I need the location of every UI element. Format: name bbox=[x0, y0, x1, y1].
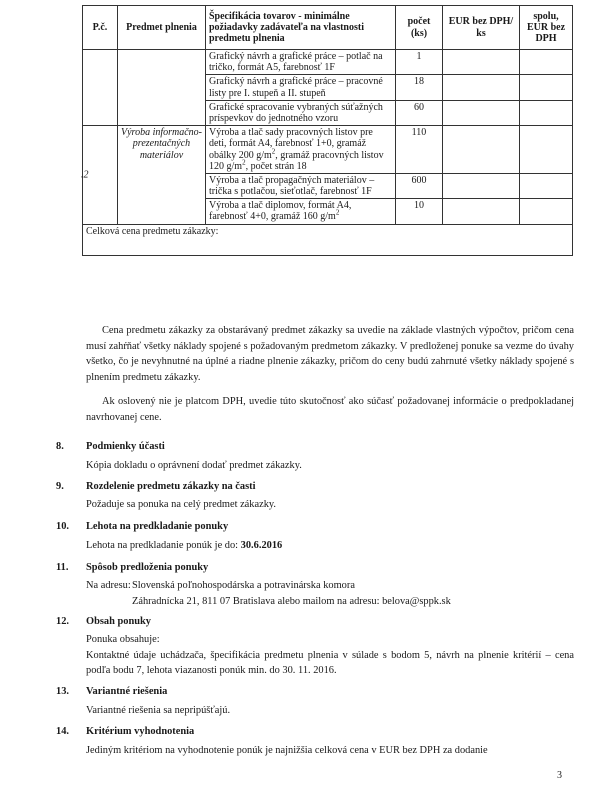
section-13-number: 13. bbox=[56, 686, 69, 697]
empty-cell bbox=[520, 50, 573, 75]
address-line-1: Slovenská poľnohospodárska a potravinárska komora bbox=[132, 580, 355, 591]
section-9-body: Požaduje sa ponuka na celý predmet zákazky. bbox=[86, 499, 277, 510]
header-count: počet (ks) bbox=[396, 6, 443, 50]
section-12-title: Obsah ponuky bbox=[86, 616, 151, 627]
section-13-title: Variantné riešenia bbox=[86, 686, 168, 697]
header-spec: Špecifikácia tovarov - minimálne požiadavky zadávateľa na vlastnosti predmetu plnenia bbox=[206, 6, 396, 50]
specification-table bbox=[82, 5, 573, 256]
empty-cell bbox=[443, 173, 520, 198]
address-line-2: Záhradnícka 21, 811 07 Bratislava alebo mailom na adresu: belova@sppk.sk bbox=[132, 595, 451, 607]
row-spec: Výroba a tlač diplomov, formát A4, farebnosť 4+0, gramáž 160 $g/m^2$ bbox=[206, 199, 396, 224]
empty-cell bbox=[520, 75, 573, 100]
header-pc: P.č. bbox=[83, 6, 118, 50]
vat-paragraph: Ak oslovený nie je platcom DPH, uvedie túto skutočnosť ako súčasť požadovanej informácie o predpokladanej navrhovanej cene. bbox=[86, 396, 574, 423]
section-11-title: Spôsob predloženia ponuky bbox=[86, 562, 209, 573]
section-14-body: Jediným kritériom na vyhodnotenie ponúk je najnižšia celková cena v EUR bez DPH za dodanie bbox=[86, 745, 488, 756]
price-paragraph: Cena predmetu zákazky za obstarávaný predmet zákazky sa uvedie na základe vlastných výpočtov, pričom cena musí zahŕňať všetky náklady spojené s požadovaným predmetom zákazky. V predloženej ponuke sa vezme do úvahy všetko, čo je nevyhnutné na úplné a riadne plnenie zákazky, pričom do ceny budú zahrnuté všetky náklady spojené s plnením predmetu zákazky. bbox=[86, 325, 574, 383]
section-8-body: Kópia dokladu o oprávnení dodať predmet zákazky. bbox=[86, 460, 302, 471]
row-spec: Výroba a tlač propagačných materiálov – trička s potlačou, sieťotlač, farebnosť 1F bbox=[206, 173, 396, 198]
offer-contents-label: Ponuka obsahuje: bbox=[86, 634, 160, 645]
table-row bbox=[83, 126, 573, 174]
header-eur-total: spolu, EUR bez DPH bbox=[520, 6, 573, 50]
section-8-number: 8. bbox=[56, 441, 64, 452]
empty-cell bbox=[520, 100, 573, 125]
empty-cell bbox=[443, 50, 520, 75]
address-label: Na adresu: bbox=[86, 580, 131, 591]
section-11-number: 11. bbox=[56, 562, 69, 573]
row-count: 1 bbox=[396, 50, 443, 75]
group-pc: .2 bbox=[81, 169, 89, 181]
row-count: 10 bbox=[396, 199, 443, 224]
empty-cell bbox=[118, 50, 206, 126]
empty-cell bbox=[520, 126, 573, 174]
empty-cell bbox=[443, 199, 520, 224]
group-subject: Výroba informačno-prezentačných materiálov bbox=[118, 126, 206, 225]
section-14-number: 14. bbox=[56, 726, 69, 737]
row-count: 600 bbox=[396, 173, 443, 198]
section-12-body bbox=[86, 632, 574, 679]
section-9-title: Rozdelenie predmetu zákazky na časti bbox=[86, 481, 256, 492]
table-total-row bbox=[83, 224, 573, 255]
header-eur-unit: EUR bez DPH/ ks bbox=[443, 6, 520, 50]
section-10-body: Lehota na predkladanie ponúk je do: 30.6.2016 bbox=[86, 540, 283, 551]
section-10-number: 10. bbox=[56, 521, 69, 532]
row-count: 110 bbox=[396, 126, 443, 174]
empty-cell bbox=[520, 173, 573, 198]
section-11-body bbox=[86, 578, 574, 609]
empty-cell bbox=[520, 199, 573, 224]
empty-cell bbox=[443, 100, 520, 125]
empty-cell bbox=[83, 50, 118, 126]
row-spec: Grafický návrh a grafické práce – potlač na tričko, formát A5, farebnosť 1F bbox=[206, 50, 396, 75]
row-count: 60 bbox=[396, 100, 443, 125]
table-header-row bbox=[83, 6, 573, 50]
section-10-title: Lehota na predkladanie ponuky bbox=[86, 521, 229, 532]
table-row bbox=[83, 50, 573, 75]
header-subject: Predmet plnenia bbox=[118, 6, 206, 50]
row-spec: Grafické spracovanie vybraných súťažných príspevkov do jednotného vzoru bbox=[206, 100, 396, 125]
row-count: 18 bbox=[396, 75, 443, 100]
section-12-number: 12. bbox=[56, 616, 69, 627]
deadline-date: 30.6.2016 bbox=[240, 540, 283, 551]
page-number: 3 bbox=[557, 770, 562, 781]
total-label: Celková cena predmetu zákazky: bbox=[83, 224, 573, 255]
row-spec: Výroba a tlač sady pracovných listov pre deti, formát A4, farebnosť 1+0, gramáž obálky 200 $g/m^2$, gramáž pracovných listov 120 $g/m^2$, počet strán 18 bbox=[206, 126, 396, 174]
section-8-title: Podmienky účasti bbox=[86, 441, 165, 452]
empty-cell bbox=[443, 126, 520, 174]
row-spec: Grafický návrh a grafické práce – pracovné listy pre I. stupeň a II. stupeň bbox=[206, 75, 396, 100]
empty-cell bbox=[443, 75, 520, 100]
group-pc-cell bbox=[83, 126, 118, 225]
offer-contents-text: Kontaktné údaje uchádzača, špecifikácia predmetu plnenia v súlade s bodom 5, návrh na plnenie kritérií – cena podľa bodu 7, lehota viazanosti ponúk min. do 30. 11. 2016. bbox=[86, 649, 574, 676]
section-14-title: Kritérium vyhodnotenia bbox=[86, 726, 195, 737]
section-13-body: Variantné riešenia sa nepripúšťajú. bbox=[86, 705, 231, 716]
section-9-number: 9. bbox=[56, 481, 64, 492]
